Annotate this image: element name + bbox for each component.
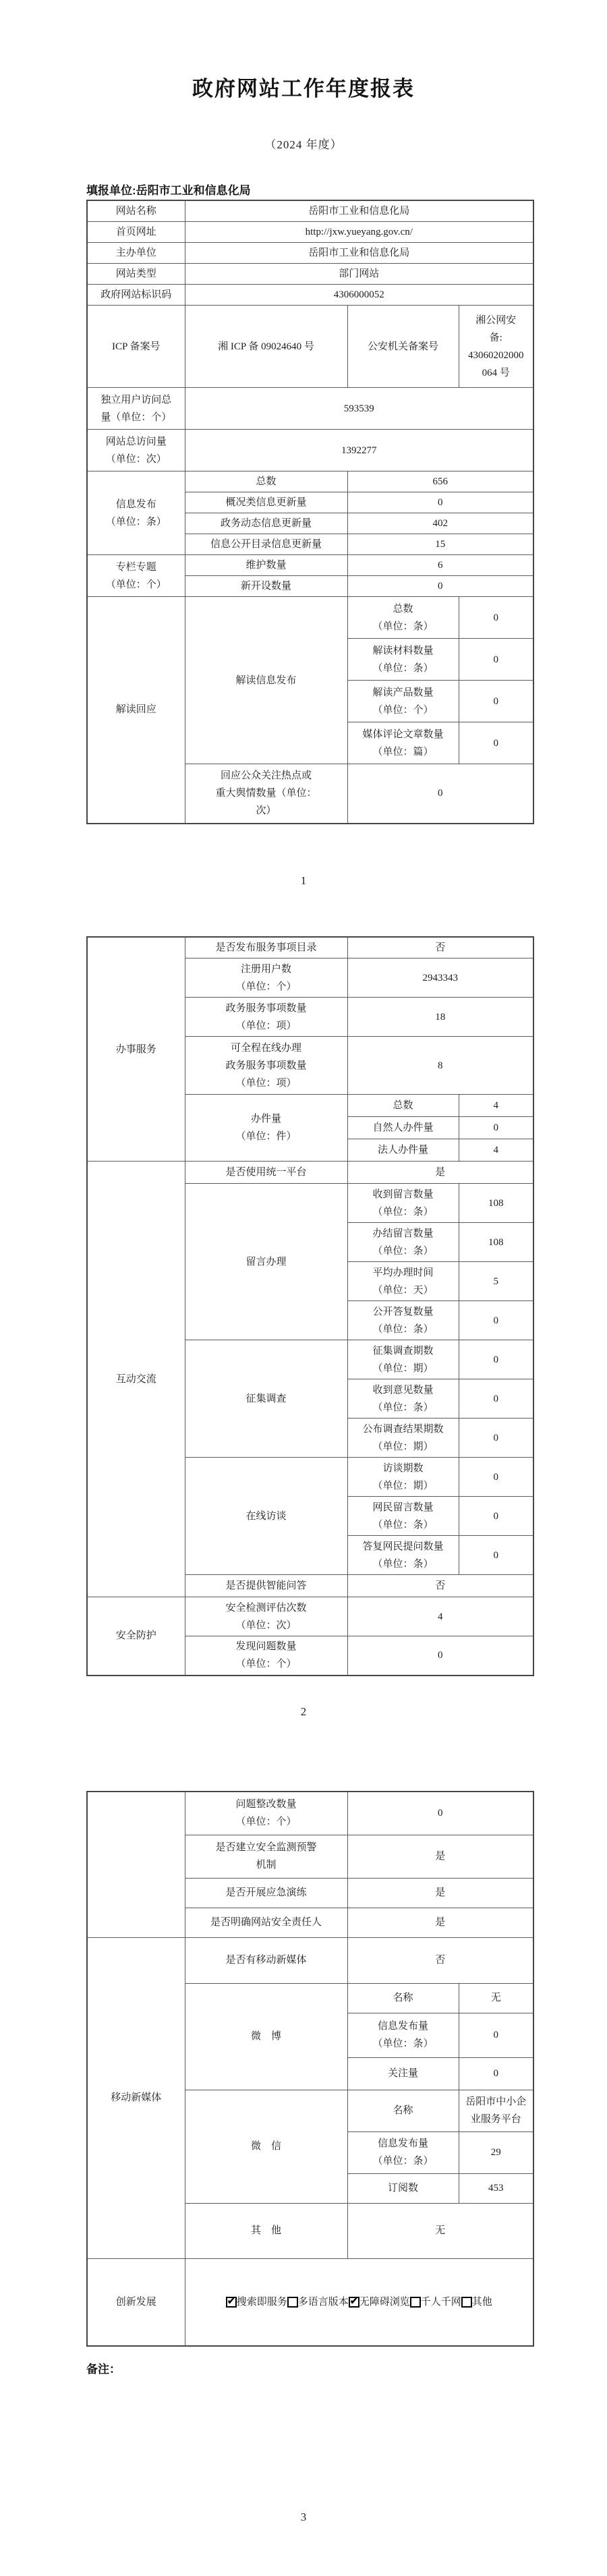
page-number-2: 2 — [300, 1705, 307, 1718]
security-cont-row-label: 是否开展应急演练 — [185, 1878, 347, 1908]
security-cont-row-label: 是否建立安全监测预警 机制 — [185, 1835, 347, 1878]
police-record-label: 公安机关备案号 — [347, 306, 459, 388]
table-row — [87, 471, 533, 492]
table-row — [87, 388, 533, 430]
cases-row-value: 4 — [459, 1139, 533, 1162]
total-visits-label: 网站总访问量 （单位：次） — [87, 430, 185, 471]
info-pub-row-value: 0 — [347, 492, 533, 513]
cases-row-label: 总数 — [347, 1095, 459, 1117]
interviews-row-value: 0 — [459, 1497, 533, 1536]
unified-platform-value: 是 — [347, 1162, 533, 1184]
wechat-row-label: 订阅数 — [347, 2173, 459, 2203]
interpret-row-value: 0 — [459, 639, 533, 681]
table-row — [87, 285, 533, 306]
table-row — [87, 1597, 533, 1636]
special-columns-row-label: 维护数量 — [185, 555, 347, 576]
unified-platform-label: 是否使用统一平台 — [185, 1162, 347, 1184]
surveys-row-value: 0 — [459, 1340, 533, 1379]
innovation-option-label: 搜索即服务 — [236, 2296, 287, 2308]
organizer-value: 岳阳市工业和信息化局 — [185, 243, 533, 264]
other-media-label: 其 他 — [185, 2203, 347, 2258]
wechat-row-value: 岳阳市中小企 业服务平台 — [459, 2090, 533, 2131]
organizer-label: 主办单位 — [87, 243, 185, 264]
special-columns-row-value: 6 — [347, 555, 533, 576]
service-row-value: 18 — [347, 998, 533, 1037]
checkbox-icon[interactable]: ✔ — [349, 2297, 359, 2308]
cases-row-value: 4 — [459, 1095, 533, 1117]
service-row-value: 8 — [347, 1037, 533, 1095]
innovation-option-label: 多语言版本 — [297, 2296, 349, 2308]
checkbox-icon[interactable] — [410, 2297, 421, 2308]
interact-section-label: 互动交流 — [87, 1162, 185, 1597]
unique-visitors-label: 独立用户访问总 量（单位：个） — [87, 388, 185, 430]
checkbox-icon[interactable] — [461, 2297, 472, 2308]
has-mobile-label: 是否有移动新媒体 — [185, 1937, 347, 1983]
report-table-page3 — [86, 1791, 534, 2347]
interviews-row-label: 答复网民提问数量 （单位：条） — [347, 1536, 459, 1575]
weibo-row-value: 0 — [459, 2013, 533, 2057]
messages-row-label: 办结留言数量 （单位：条） — [347, 1223, 459, 1262]
service-row-label: 是否发布服务事项目录 — [185, 937, 347, 958]
innovation-option-label: 无障碍浏览 — [359, 2296, 410, 2308]
interviews-row-value: 0 — [459, 1458, 533, 1497]
security-cont-section-cell — [87, 1792, 185, 1937]
interpret-row-label: 解读材料数量 （单位：条） — [347, 639, 459, 681]
cases-row-label: 法人办件量 — [347, 1139, 459, 1162]
interpret-section-label: 解读回应 — [87, 597, 185, 824]
police-record-value: 湘公网安 备: 43060202000 064 号 — [459, 306, 533, 388]
special-columns-row-value: 0 — [347, 576, 533, 597]
icp-value: 湘 ICP 备 09024640 号 — [185, 306, 347, 388]
wechat-section-label: 微 信 — [185, 2090, 347, 2203]
service-row-label: 政务服务事项数量 （单位：项） — [185, 998, 347, 1037]
innovation-section-label: 创新发展 — [87, 2258, 185, 2346]
cases-row-label: 自然人办件量 — [347, 1117, 459, 1139]
table-row — [87, 1937, 533, 1983]
interpret-row-value: 0 — [459, 681, 533, 722]
innovation-options-cell — [185, 2258, 533, 2346]
special-columns-row-label: 新开设数量 — [185, 576, 347, 597]
notes-label: 备注： — [86, 2363, 121, 2376]
checkbox-icon[interactable] — [287, 2297, 298, 2308]
report-table-page1 — [86, 200, 534, 824]
messages-row-value: 5 — [459, 1262, 533, 1301]
reporting-unit: 填报单位:岳阳市工业和信息化局 — [86, 184, 251, 197]
interpret-row-label: 解读产品数量 （单位：个） — [347, 681, 459, 722]
messages-row-value: 108 — [459, 1184, 533, 1223]
surveys-row-label: 收到意见数量 （单位：条） — [347, 1379, 459, 1419]
mobile-section-label: 移动新媒体 — [87, 1937, 185, 2258]
site-name-value: 岳阳市工业和信息化局 — [185, 200, 533, 222]
page-number-3: 3 — [300, 2511, 307, 2523]
wechat-row-label: 信息发布量 （单位：条） — [347, 2131, 459, 2173]
smart-qa-label: 是否提供智能问答 — [185, 1575, 347, 1597]
site-type-value: 部门网站 — [185, 264, 533, 285]
weibo-section-label: 微 博 — [185, 1983, 347, 2090]
table-row — [87, 222, 533, 243]
service-row-value: 否 — [347, 937, 533, 958]
unique-visitors-value: 593539 — [185, 388, 533, 430]
security-cont-row-label: 是否明确网站安全责任人 — [185, 1908, 347, 1937]
security-cont-row-value: 是 — [347, 1835, 533, 1878]
weibo-row-value: 无 — [459, 1983, 533, 2013]
total-visits-value: 1392277 — [185, 430, 533, 471]
interviews-row-label: 网民留言数量 （单位：条） — [347, 1497, 459, 1536]
page-subtitle: （2024 年度） — [264, 138, 343, 151]
security-row-label: 安全检测评估次数 （单位：次） — [185, 1597, 347, 1636]
innovation-option-label: 千人千网 — [420, 2296, 461, 2308]
page-number-1: 1 — [300, 874, 307, 887]
table-row — [87, 555, 533, 576]
hotspot-response-label: 回应公众关注热点或 重大舆情数量（单位： 次） — [185, 764, 347, 824]
security-cont-row-value: 是 — [347, 1878, 533, 1908]
messages-row-label: 收到留言数量 （单位：条） — [347, 1184, 459, 1223]
table-row — [87, 200, 533, 222]
weibo-row-label: 名称 — [347, 1983, 459, 2013]
surveys-row-value: 0 — [459, 1379, 533, 1419]
security-cont-row-value: 0 — [347, 1792, 533, 1835]
table-row — [87, 264, 533, 285]
site-id-label: 政府网站标识码 — [87, 285, 185, 306]
innovation-option — [287, 2293, 349, 2311]
interviews-row-label: 访谈期数 （单位：期） — [347, 1458, 459, 1497]
surveys-row-label: 公布调查结果期数 （单位：期） — [347, 1419, 459, 1458]
wechat-row-value: 453 — [459, 2173, 533, 2203]
surveys-row-label: 征集调查期数 （单位：期） — [347, 1340, 459, 1379]
site-name-label: 网站名称 — [87, 200, 185, 222]
info-pub-row-label: 政务动态信息更新量 — [185, 513, 347, 534]
weibo-row-value: 0 — [459, 2057, 533, 2090]
has-mobile-value: 否 — [347, 1937, 533, 1983]
info-pub-row-value: 656 — [347, 471, 533, 492]
security-section-label: 安全防护 — [87, 1597, 185, 1676]
interpret-row-value: 0 — [459, 597, 533, 639]
weibo-row-label: 关注量 — [347, 2057, 459, 2090]
table-row — [87, 937, 533, 958]
messages-section-label: 留言办理 — [185, 1184, 347, 1340]
site-type-label: 网站类型 — [87, 264, 185, 285]
security-row-value: 0 — [347, 1636, 533, 1676]
home-url-label: 首页网址 — [87, 222, 185, 243]
info-pub-row-value: 402 — [347, 513, 533, 534]
table-row — [87, 243, 533, 264]
weibo-row-label: 信息发布量 （单位：条） — [347, 2013, 459, 2057]
interpret-row-label: 总数 （单位：条） — [347, 597, 459, 639]
security-cont-row-label: 问题整改数量 （单位：个） — [185, 1792, 347, 1835]
innovation-option — [349, 2293, 410, 2311]
table-row — [87, 1792, 533, 1835]
innovation-option — [226, 2293, 287, 2311]
hotspot-response-value: 0 — [347, 764, 533, 824]
security-row-value: 4 — [347, 1597, 533, 1636]
checkbox-icon[interactable]: ✔ — [226, 2297, 237, 2308]
cases-section-label: 办件量 （单位：件） — [185, 1095, 347, 1162]
service-row-label: 注册用户数 （单位：个） — [185, 958, 347, 998]
table-row — [87, 2258, 533, 2346]
wechat-row-value: 29 — [459, 2131, 533, 2173]
messages-row-label: 公开答复数量 （单位：条） — [347, 1301, 459, 1340]
table-row — [87, 430, 533, 471]
table-row — [87, 597, 533, 639]
table-row — [87, 1162, 533, 1184]
interpret-row-value: 0 — [459, 722, 533, 764]
innovation-option-label: 其他 — [471, 2296, 492, 2308]
special-columns-section-label: 专栏专题 （单位：个） — [87, 555, 185, 597]
service-row-label: 可全程在线办理 政务服务事项数量 （单位：项） — [185, 1037, 347, 1095]
info-pub-row-label: 概况类信息更新量 — [185, 492, 347, 513]
icp-label: ICP 备案号 — [87, 306, 185, 388]
home-url-value: http://jxw.yueyang.gov.cn/ — [185, 222, 533, 243]
interviews-section-label: 在线访谈 — [185, 1458, 347, 1575]
surveys-row-value: 0 — [459, 1419, 533, 1458]
table-row — [87, 306, 533, 388]
service-section-label: 办事服务 — [87, 937, 185, 1162]
security-row-label: 发现问题数量 （单位：个） — [185, 1636, 347, 1676]
innovation-option — [461, 2293, 492, 2311]
report-table-page2 — [86, 936, 534, 1676]
site-id-value: 4306000052 — [185, 285, 533, 306]
messages-row-value: 0 — [459, 1301, 533, 1340]
messages-row-value: 108 — [459, 1223, 533, 1262]
service-row-value: 2943343 — [347, 958, 533, 998]
info-pub-row-value: 15 — [347, 534, 533, 555]
wechat-row-label: 名称 — [347, 2090, 459, 2131]
messages-row-label: 平均办理时间 （单位：天） — [347, 1262, 459, 1301]
interviews-row-value: 0 — [459, 1536, 533, 1575]
surveys-section-label: 征集调查 — [185, 1340, 347, 1458]
cases-row-value: 0 — [459, 1117, 533, 1139]
interpret-row-label: 媒体评论文章数量 （单位：篇） — [347, 722, 459, 764]
security-cont-row-value: 是 — [347, 1908, 533, 1937]
innovation-option — [410, 2293, 461, 2311]
innovation-options — [187, 2293, 531, 2311]
page-title: 政府网站工作年度报表 — [192, 77, 415, 101]
smart-qa-value: 否 — [347, 1575, 533, 1597]
other-media-value: 无 — [347, 2203, 533, 2258]
interpret-pub-label: 解读信息发布 — [185, 597, 347, 764]
info-pub-row-label: 信息公开目录信息更新量 — [185, 534, 347, 555]
info-pub-section-label: 信息发布 （单位：条） — [87, 471, 185, 555]
info-pub-row-label: 总数 — [185, 471, 347, 492]
